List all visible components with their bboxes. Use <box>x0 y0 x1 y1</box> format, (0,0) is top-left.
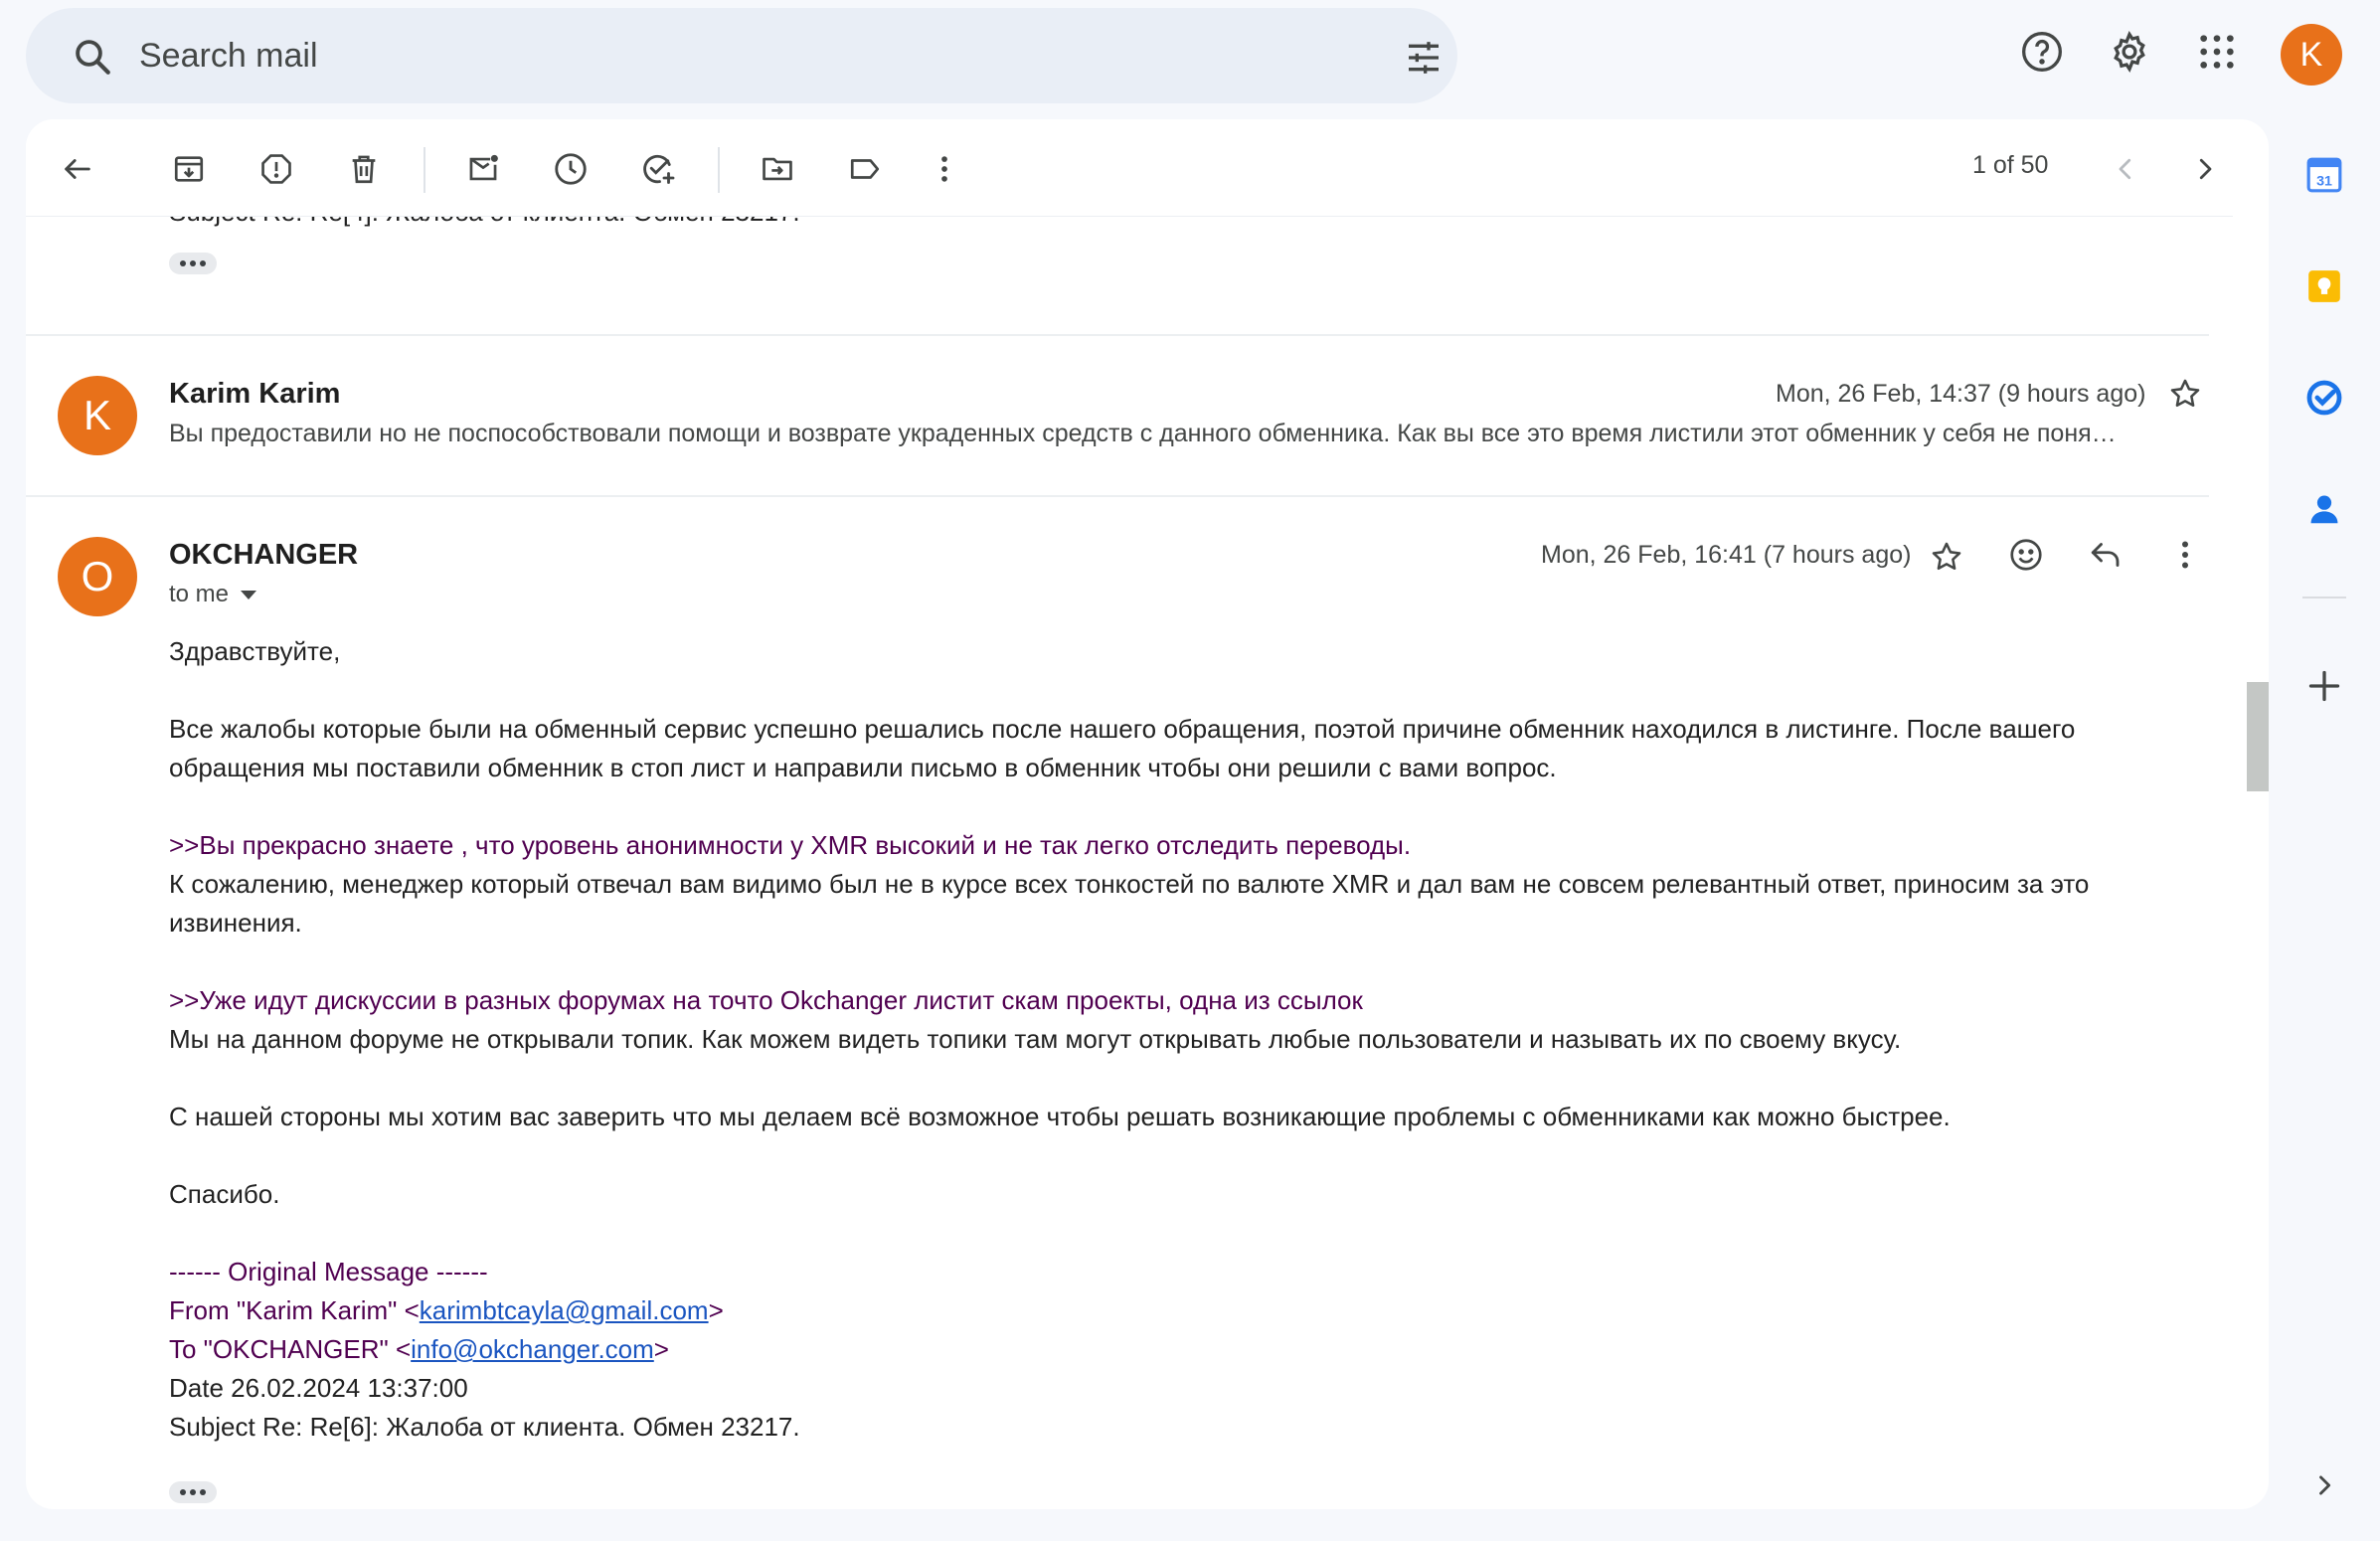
delete-trash-icon[interactable] <box>344 149 384 189</box>
to-email-link[interactable]: info@okchanger.com <box>411 1334 654 1364</box>
mark-unread-icon[interactable] <box>463 149 503 189</box>
settings-gear-icon[interactable] <box>2108 30 2151 74</box>
contacts-app-icon[interactable] <box>2304 489 2344 529</box>
message-date: Mon, 26 Feb, 14:37 (9 hours ago) <box>1776 380 2146 408</box>
more-options-icon[interactable] <box>2165 535 2205 575</box>
snooze-clock-icon[interactable] <box>551 149 591 189</box>
sender-name: OKCHANGER <box>169 539 359 571</box>
chevron-down-icon <box>241 591 256 599</box>
star-icon[interactable] <box>2165 374 2205 414</box>
newer-chevron-left-icon[interactable] <box>2106 149 2145 189</box>
greeting: Здравствуйте, <box>169 636 341 666</box>
toolbar-separator <box>424 147 425 193</box>
scrollbar-thumb[interactable] <box>2247 682 2269 791</box>
side-panel-divider <box>2302 597 2346 599</box>
help-icon[interactable] <box>2020 30 2064 74</box>
move-to-folder-icon[interactable] <box>758 149 797 189</box>
paragraph: С нашей стороны мы хотим вас заверить что мы делаем всё возможное чтобы решать возникающие проблемы с обменниками как можно быстрее. <box>169 1102 1951 1131</box>
original-from-line: From "Karim Karim" <karimbtcayla@gmail.com> <box>169 1295 724 1325</box>
search-options-icon[interactable] <box>1404 38 1444 78</box>
paragraph: Все жалобы которые были на обменный сервис успешно решались после нашего обращения, поэтой причине обменник находился в листинге. После вашего <box>169 714 2076 744</box>
label-tag-icon[interactable] <box>845 149 885 189</box>
account-avatar[interactable]: K <box>2281 24 2342 86</box>
message-snippet: Вы предоставили но не поспособствовали помощи и возврате украденных средств с данного обменника. Как вы все это время листили этот обменник у себя не поня… <box>169 420 2117 447</box>
calendar-app-icon[interactable] <box>2304 155 2344 195</box>
archive-icon[interactable] <box>169 149 209 189</box>
recipient-label: to me <box>169 581 230 607</box>
apps-grid-icon[interactable] <box>2195 30 2239 74</box>
search-input[interactable] <box>139 28 1233 84</box>
pagination-count: 1 of 50 <box>1972 151 2049 179</box>
paragraph: Мы на данном форуме не открывали топик. Как можем видеть топики там могут открывать любые пользователи и называть их по своему вкусу. <box>169 1024 1902 1054</box>
divider <box>26 334 2209 336</box>
toolbar-separator <box>718 147 720 193</box>
quoted-text: >>Уже идут дискуссии в разных форумах на точто Okchanger листит скам проекты, одна из ссылок <box>169 985 1363 1015</box>
search-icon[interactable] <box>72 36 113 78</box>
more-options-icon[interactable] <box>925 149 964 189</box>
paragraph: извинения. <box>169 908 302 938</box>
show-trimmed-content-button[interactable] <box>169 1481 217 1503</box>
back-arrow-icon[interactable] <box>58 149 97 189</box>
original-date-line: Date 26.02.2024 13:37:00 <box>169 1373 468 1403</box>
quoted-text: >>Вы прекрасно знаете , что уровень анонимности у XMR высокий и не так легко отследить переводы. <box>169 830 1412 860</box>
recipient-details-toggle[interactable] <box>169 581 256 608</box>
original-message-header: ------ Original Message ------ <box>169 1257 488 1286</box>
thread-content <box>26 119 2233 1509</box>
paragraph: обращения мы поставили обменник в стоп лист и направили письмо в обменник чтобы они решили с вами вопрос. <box>169 753 1557 782</box>
message-toolbar <box>26 119 2233 217</box>
svg-text:31: 31 <box>2316 173 2332 190</box>
add-plus-icon[interactable] <box>2304 666 2344 706</box>
sender-avatar: O <box>58 537 137 616</box>
report-spam-icon[interactable] <box>256 149 296 189</box>
search-bar[interactable] <box>26 8 1457 103</box>
message-date: Mon, 26 Feb, 16:41 (7 hours ago) <box>1541 541 1912 569</box>
paragraph: К сожалению, менеджер который отвечал вам видимо был не в курсе всех тонкостей по валюте XMR и дал вам не совсем релевантный ответ, приносим за это <box>169 869 2090 899</box>
keep-notes-icon[interactable] <box>2304 266 2344 306</box>
emoji-reaction-icon[interactable] <box>2006 535 2046 575</box>
sign-off: Спасибо. <box>169 1179 280 1209</box>
show-trimmed-content-button[interactable] <box>169 253 217 274</box>
expand-panel-chevron-icon[interactable] <box>2304 1465 2344 1505</box>
original-to-line: To "OKCHANGER" <info@okchanger.com> <box>169 1334 669 1364</box>
add-to-tasks-icon[interactable] <box>638 149 678 189</box>
older-chevron-right-icon[interactable] <box>2185 149 2225 189</box>
star-icon[interactable] <box>1927 537 1966 577</box>
divider <box>26 495 2209 497</box>
from-email-link[interactable]: karimbtcayla@gmail.com <box>419 1295 709 1325</box>
original-subject-line: Subject Re: Re[6]: Жалоба от клиента. Обмен 23217. <box>169 1412 800 1442</box>
tasks-app-icon[interactable] <box>2304 378 2344 418</box>
message-body <box>169 632 2217 1447</box>
message-view <box>26 119 2269 1509</box>
sender-avatar: K <box>58 376 137 455</box>
sender-name: Karim Karim <box>169 378 341 410</box>
reply-icon[interactable] <box>2086 535 2125 575</box>
